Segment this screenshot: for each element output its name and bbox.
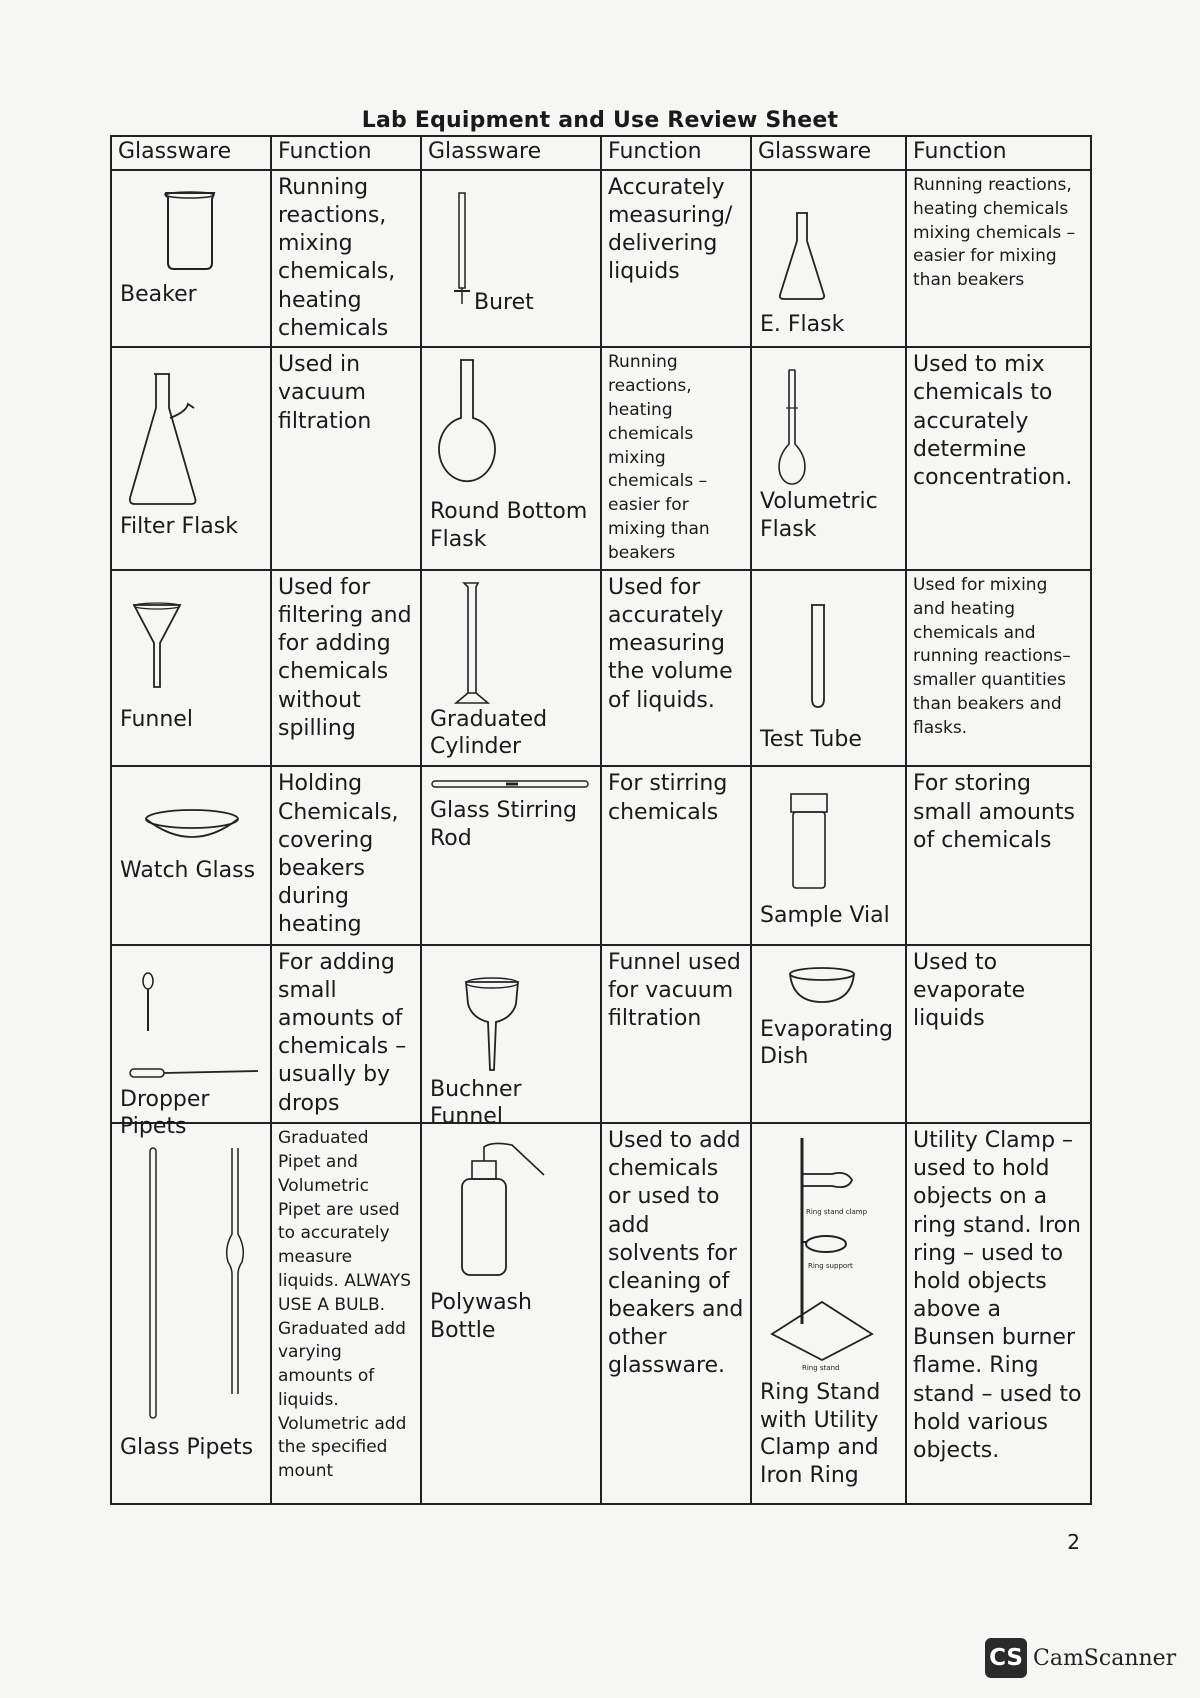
function-cell: Funnel used for vacuum filtration	[601, 945, 751, 1123]
function-cell: For storing small amounts of chemicals	[906, 766, 1091, 944]
page-number: 2	[1067, 1530, 1080, 1554]
stirring-rod-icon	[430, 777, 590, 791]
glassware-label: Evaporating Dish	[760, 1016, 893, 1070]
function-cell: Used to evaporate liquids	[906, 945, 1091, 1123]
glassware-cell	[751, 347, 906, 570]
header-glassware-2: Glassware	[421, 136, 601, 170]
glassware-label: Funnel	[120, 706, 193, 732]
test-tube-icon	[807, 601, 829, 711]
table-row	[111, 570, 1091, 766]
glassware-cell	[421, 766, 601, 944]
function-cell: For stirring chemicals	[601, 766, 751, 944]
glassware-cell	[421, 1123, 601, 1504]
function-cell: Used to mix chemicals to accurately determine concentration.	[906, 347, 1091, 570]
glassware-cell	[421, 570, 601, 766]
page-title: Lab Equipment and Use Review Sheet	[361, 108, 839, 133]
function-cell: Running reactions, mixing chemicals, heating chemicals	[271, 170, 421, 347]
header-function-1: Function	[271, 136, 421, 170]
header-function-3: Function	[906, 136, 1091, 170]
dropper-pipet-icon	[120, 971, 260, 1081]
glassware-label: Watch Glass	[120, 858, 256, 884]
function-cell: Used to add chemicals or used to add solvents for cleaning of beakers and other glassware.	[601, 1123, 751, 1504]
function-cell: Used for accurately measuring the volume of liquids.	[601, 570, 751, 766]
funnel-icon	[132, 601, 182, 691]
glassware-label: Round Bottom Flask	[430, 499, 588, 552]
evaporating-dish-icon	[787, 966, 857, 1006]
erlenmeyer-flask-icon	[777, 211, 827, 301]
camscanner-badge-icon: CS	[985, 1638, 1027, 1678]
glassware-cell	[421, 945, 601, 1130]
buret-icon	[452, 191, 472, 306]
glassware-cell	[111, 570, 271, 766]
glassware-label: Buchner Funnel	[430, 1076, 522, 1130]
function-cell: Used for mixing and heating chemicals and running reactions– smaller quantities than beakers and flasks.	[906, 570, 1091, 766]
camscanner-logo	[985, 1638, 1176, 1678]
glassware-cell	[751, 945, 906, 1123]
glassware-label: Polywash Bottle	[430, 1290, 532, 1343]
table-row	[111, 170, 1091, 347]
header-glassware-3: Glassware	[751, 136, 906, 170]
watch-glass-icon	[142, 807, 242, 847]
glassware-label: Filter Flask	[120, 514, 238, 540]
ring-stand-clamp-label: Ring stand clamp	[806, 1208, 868, 1217]
glassware-cell	[111, 945, 271, 1140]
glassware-label: Test Tube	[760, 726, 862, 752]
glassware-cell	[751, 1123, 906, 1504]
table-row	[111, 766, 1091, 944]
camscanner-text: CamScanner	[1033, 1645, 1177, 1671]
table-row	[111, 1123, 1091, 1504]
glassware-label: Dropper Pipets	[120, 1086, 210, 1140]
filter-flask-icon	[124, 368, 214, 508]
header-glassware-1: Glassware	[111, 136, 271, 170]
glassware-cell	[421, 347, 601, 570]
glassware-label: Ring Stand with Utility Clamp and Iron Ring	[760, 1380, 881, 1488]
glassware-cell	[421, 170, 601, 347]
ring-stand-icon	[762, 1134, 902, 1374]
function-cell: For adding small amounts of chemicals – usually by drops	[271, 945, 421, 1123]
glassware-cell	[751, 170, 906, 347]
function-cell: Running reactions, heating chemicals mixing chemicals – easier for mixing than beakers	[906, 170, 1091, 347]
graduated-cylinder-icon	[452, 581, 492, 706]
beaker-icon	[160, 191, 220, 271]
function-cell: Holding Chemicals, covering beakers during heating	[271, 766, 421, 944]
glass-pipet-icon	[132, 1144, 252, 1424]
function-cell: Accurately measuring/ delivering liquids	[601, 170, 751, 347]
glassware-label: Volumetric Flask	[760, 489, 878, 542]
glassware-cell	[751, 570, 906, 766]
table-row	[111, 347, 1091, 570]
ring-support-label: Ring support	[808, 1262, 853, 1271]
round-bottom-flask-icon	[432, 358, 502, 498]
function-cell: Utility Clamp – used to hold objects on a ring stand. Iron ring – used to hold objects above a Bunsen burner flame. Ring stand – used to hold various objects.	[906, 1123, 1091, 1504]
glassware-label: Sample Vial	[760, 903, 890, 929]
buchner-funnel-icon	[462, 974, 522, 1074]
glassware-label: E. Flask	[760, 312, 845, 337]
glassware-cell	[111, 170, 271, 347]
glassware-label: Beaker	[120, 282, 197, 307]
volumetric-flask-icon	[772, 368, 812, 488]
glassware-cell	[111, 347, 271, 570]
function-cell: Running reactions, heating chemicals mixing chemicals – easier for mixing than beakers	[601, 347, 751, 570]
sample-vial-icon	[787, 792, 831, 892]
function-cell: Graduated Pipet and Volumetric Pipet are used to accurately measure liquids. ALWAYS USE A BULB. Graduated add varying amounts of liquids. Volumetric add the specified mount	[271, 1123, 421, 1504]
glassware-label: Buret	[474, 290, 534, 315]
glassware-cell	[111, 1123, 271, 1504]
glassware-cell	[111, 766, 271, 944]
function-cell: Used for filtering and for adding chemicals without spilling	[271, 570, 421, 766]
equipment-table	[110, 135, 1092, 1505]
glassware-cell	[751, 766, 906, 944]
table-row	[111, 945, 1091, 1123]
glassware-label: Graduated Cylinder	[430, 706, 548, 760]
wash-bottle-icon	[452, 1139, 552, 1279]
header-row	[111, 136, 1091, 170]
function-cell: Used in vacuum filtration	[271, 347, 421, 570]
glassware-label: Glass Pipets	[120, 1435, 254, 1461]
glassware-label: Glass Stirring Rod	[430, 798, 577, 851]
header-function-2: Function	[601, 136, 751, 170]
ring-stand-base-label: Ring stand	[802, 1364, 840, 1373]
